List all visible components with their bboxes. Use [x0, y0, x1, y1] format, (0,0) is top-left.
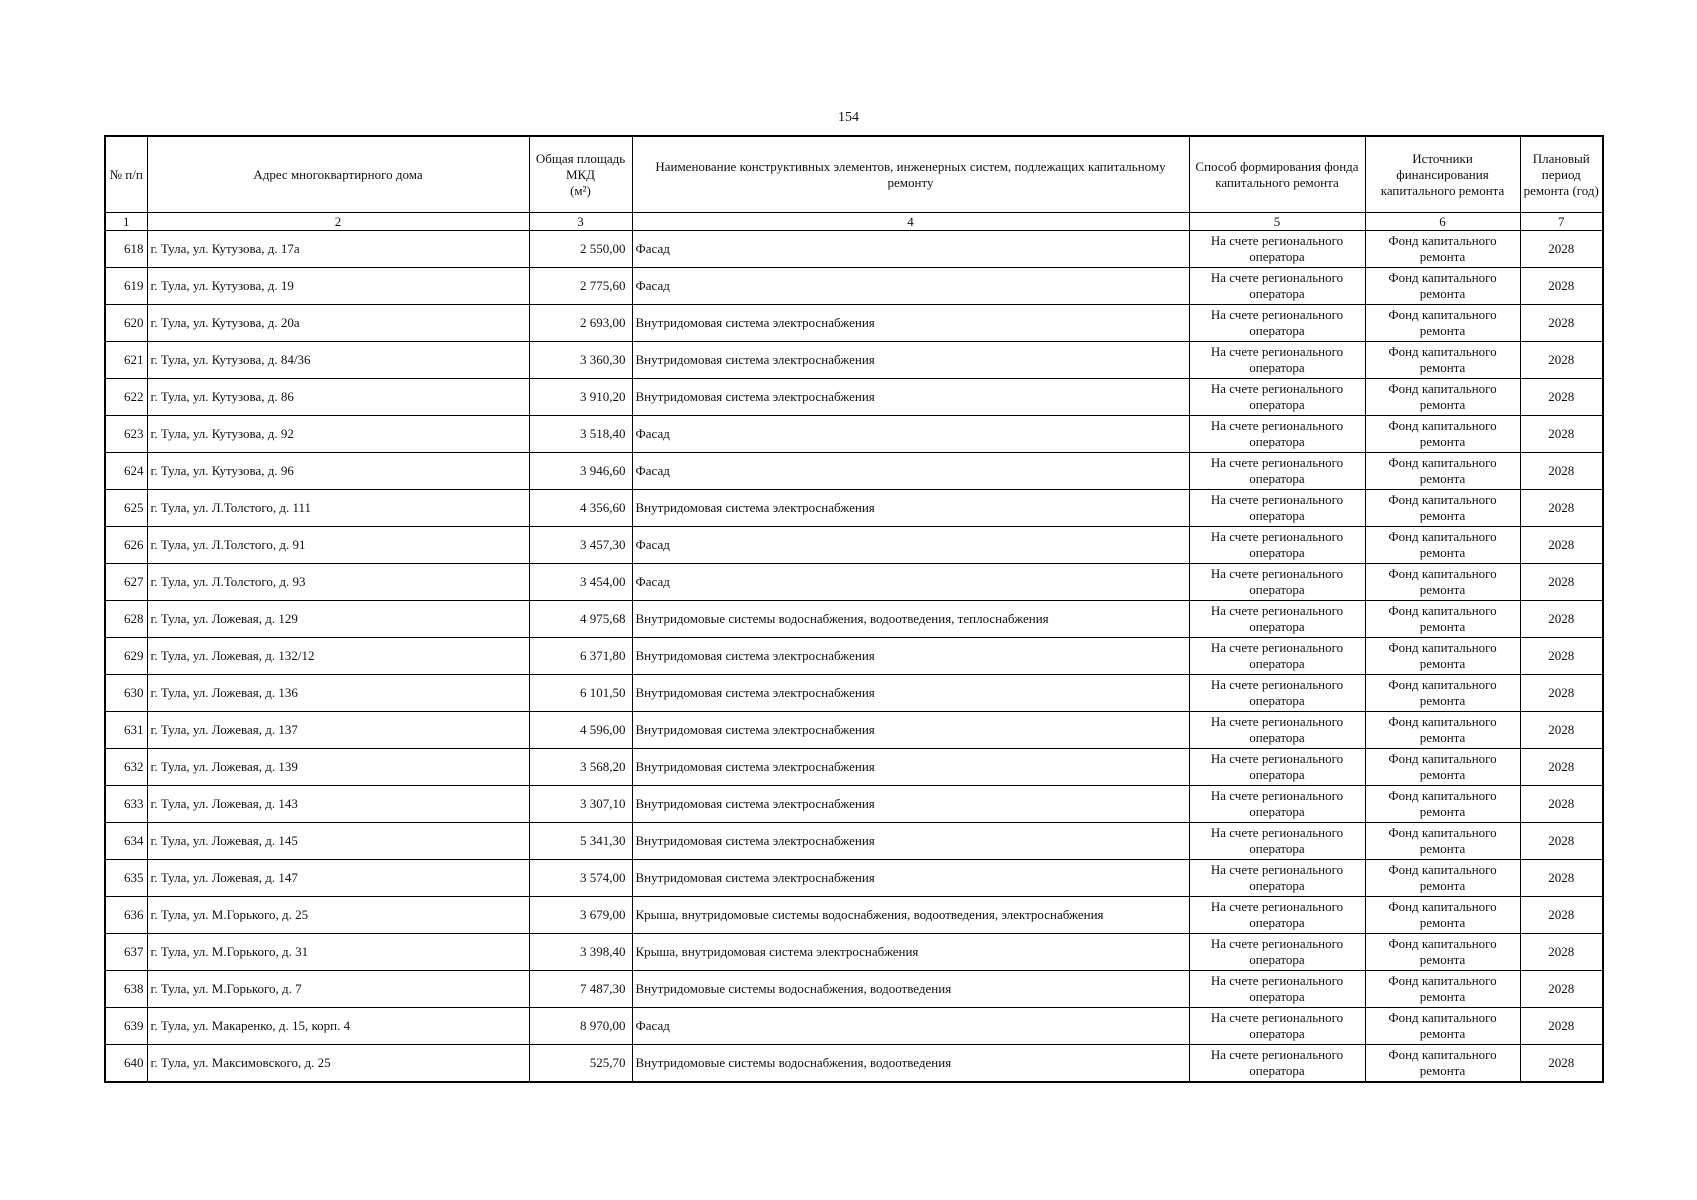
funding-source-cell: Фонд капитального ремонта	[1365, 934, 1520, 971]
funding-method-cell: На счете регионального оператора	[1189, 749, 1365, 786]
table-row	[105, 712, 1603, 749]
planned-year-cell: 2028	[1520, 823, 1603, 860]
funding-method-cell: На счете регионального оператора	[1189, 342, 1365, 379]
area-cell: 3 398,40	[529, 934, 632, 971]
works-cell: Фасад	[632, 527, 1189, 564]
planned-year-cell: 2028	[1520, 268, 1603, 305]
area-cell: 3 307,10	[529, 786, 632, 823]
table-row	[105, 675, 1603, 712]
address-cell: г. Тула, ул. Ложевая, д. 139	[147, 749, 529, 786]
works-cell: Фасад	[632, 453, 1189, 490]
header-source: Источники финансирования капитального ремонта	[1365, 136, 1520, 213]
funding-source-cell: Фонд капитального ремонта	[1365, 823, 1520, 860]
area-cell: 3 679,00	[529, 897, 632, 934]
works-cell: Внутридомовые системы водоснабжения, водоотведения	[632, 971, 1189, 1008]
funding-method-cell: На счете регионального оператора	[1189, 527, 1365, 564]
planned-year-cell: 2028	[1520, 638, 1603, 675]
row-number: 638	[105, 971, 147, 1008]
address-cell: г. Тула, ул. Ложевая, д. 147	[147, 860, 529, 897]
row-number: 636	[105, 897, 147, 934]
works-cell: Фасад	[632, 564, 1189, 601]
funding-source-cell: Фонд капитального ремонта	[1365, 897, 1520, 934]
header-area-unit: (м²)	[570, 182, 591, 198]
funding-method-cell: На счете регионального оператора	[1189, 786, 1365, 823]
planned-year-cell: 2028	[1520, 490, 1603, 527]
works-cell: Фасад	[632, 1008, 1189, 1045]
table-row	[105, 564, 1603, 601]
area-cell: 4 356,60	[529, 490, 632, 527]
funding-source-cell: Фонд капитального ремонта	[1365, 675, 1520, 712]
funding-source-cell: Фонд капитального ремонта	[1365, 786, 1520, 823]
funding-method-cell: На счете регионального оператора	[1189, 712, 1365, 749]
planned-year-cell: 2028	[1520, 749, 1603, 786]
address-cell: г. Тула, ул. Ложевая, д. 145	[147, 823, 529, 860]
address-cell: г. Тула, ул. Л.Толстого, д. 93	[147, 564, 529, 601]
area-cell: 8 970,00	[529, 1008, 632, 1045]
address-cell: г. Тула, ул. Кутузова, д. 20а	[147, 305, 529, 342]
funding-method-cell: На счете регионального оператора	[1189, 971, 1365, 1008]
funding-method-cell: На счете регионального оператора	[1189, 490, 1365, 527]
area-cell: 3 518,40	[529, 416, 632, 453]
funding-method-cell: На счете регионального оператора	[1189, 564, 1365, 601]
works-cell: Внутридомовая система электроснабжения	[632, 860, 1189, 897]
funding-source-cell: Фонд капитального ремонта	[1365, 564, 1520, 601]
row-number: 621	[105, 342, 147, 379]
column-number: 3	[529, 213, 632, 231]
row-number: 625	[105, 490, 147, 527]
table-row	[105, 527, 1603, 564]
funding-method-cell: На счете регионального оператора	[1189, 823, 1365, 860]
works-cell: Внутридомовая система электроснабжения	[632, 823, 1189, 860]
area-cell: 3 910,20	[529, 379, 632, 416]
funding-source-cell: Фонд капитального ремонта	[1365, 749, 1520, 786]
funding-source-cell: Фонд капитального ремонта	[1365, 490, 1520, 527]
funding-method-cell: На счете регионального оператора	[1189, 601, 1365, 638]
address-cell: г. Тула, ул. Л.Толстого, д. 111	[147, 490, 529, 527]
area-cell: 525,70	[529, 1045, 632, 1083]
funding-method-cell: На счете регионального оператора	[1189, 860, 1365, 897]
column-number: 1	[105, 213, 147, 231]
funding-source-cell: Фонд капитального ремонта	[1365, 860, 1520, 897]
row-number: 635	[105, 860, 147, 897]
planned-year-cell: 2028	[1520, 231, 1603, 268]
funding-source-cell: Фонд капитального ремонта	[1365, 601, 1520, 638]
address-cell: г. Тула, ул. Максимовского, д. 25	[147, 1045, 529, 1083]
works-cell: Внутридомовая система электроснабжения	[632, 379, 1189, 416]
area-cell: 6 371,80	[529, 638, 632, 675]
column-number: 2	[147, 213, 529, 231]
planned-year-cell: 2028	[1520, 897, 1603, 934]
table-row	[105, 1008, 1603, 1045]
planned-year-cell: 2028	[1520, 934, 1603, 971]
planned-year-cell: 2028	[1520, 342, 1603, 379]
address-cell: г. Тула, ул. Кутузова, д. 96	[147, 453, 529, 490]
table-row	[105, 305, 1603, 342]
area-cell: 3 454,00	[529, 564, 632, 601]
funding-method-cell: На счете регионального оператора	[1189, 231, 1365, 268]
row-number: 633	[105, 786, 147, 823]
works-cell: Внутридомовая система электроснабжения	[632, 749, 1189, 786]
works-cell: Внутридомовая система электроснабжения	[632, 490, 1189, 527]
address-cell: г. Тула, ул. Кутузова, д. 92	[147, 416, 529, 453]
area-cell: 7 487,30	[529, 971, 632, 1008]
table-row	[105, 823, 1603, 860]
works-cell: Внутридомовая система электроснабжения	[632, 712, 1189, 749]
area-cell: 3 568,20	[529, 749, 632, 786]
address-cell: г. Тула, ул. Ложевая, д. 129	[147, 601, 529, 638]
address-cell: г. Тула, ул. М.Горького, д. 25	[147, 897, 529, 934]
funding-method-cell: На счете регионального оператора	[1189, 379, 1365, 416]
address-cell: г. Тула, ул. Кутузова, д. 84/36	[147, 342, 529, 379]
address-cell: г. Тула, ул. Ложевая, д. 143	[147, 786, 529, 823]
table-row	[105, 1045, 1603, 1083]
table-row	[105, 860, 1603, 897]
address-cell: г. Тула, ул. М.Горького, д. 31	[147, 934, 529, 971]
works-cell: Внутридомовая система электроснабжения	[632, 675, 1189, 712]
table-body	[105, 231, 1603, 1083]
works-cell: Фасад	[632, 416, 1189, 453]
address-cell: г. Тула, ул. Макаренко, д. 15, корп. 4	[147, 1008, 529, 1045]
planned-year-cell: 2028	[1520, 712, 1603, 749]
page-number: 154	[838, 110, 859, 125]
table-row	[105, 268, 1603, 305]
funding-method-cell: На счете регионального оператора	[1189, 453, 1365, 490]
area-cell: 2 693,00	[529, 305, 632, 342]
works-cell: Крыша, внутридомовые системы водоснабжения, водоотведения, электроснабжения	[632, 897, 1189, 934]
planned-year-cell: 2028	[1520, 601, 1603, 638]
funding-source-cell: Фонд капитального ремонта	[1365, 342, 1520, 379]
row-number: 630	[105, 675, 147, 712]
table-row	[105, 453, 1603, 490]
area-cell: 3 360,30	[529, 342, 632, 379]
address-cell: г. Тула, ул. Кутузова, д. 86	[147, 379, 529, 416]
funding-method-cell: На счете регионального оператора	[1189, 416, 1365, 453]
funding-source-cell: Фонд капитального ремонта	[1365, 379, 1520, 416]
area-cell: 3 457,30	[529, 527, 632, 564]
funding-source-cell: Фонд капитального ремонта	[1365, 416, 1520, 453]
planned-year-cell: 2028	[1520, 564, 1603, 601]
header-method: Способ формирования фонда капитального ремонта	[1189, 136, 1365, 213]
funding-source-cell: Фонд капитального ремонта	[1365, 971, 1520, 1008]
funding-method-cell: На счете регионального оператора	[1189, 305, 1365, 342]
table-row	[105, 638, 1603, 675]
area-cell: 3 946,60	[529, 453, 632, 490]
works-cell: Внутридомовая система электроснабжения	[632, 305, 1189, 342]
area-cell: 5 341,30	[529, 823, 632, 860]
column-number: 7	[1520, 213, 1603, 231]
header-area-label: Общая площадь МКД	[535, 150, 626, 182]
planned-year-cell: 2028	[1520, 971, 1603, 1008]
table-row	[105, 601, 1603, 638]
row-number: 624	[105, 453, 147, 490]
funding-source-cell: Фонд капитального ремонта	[1365, 638, 1520, 675]
header-area	[529, 136, 632, 213]
funding-source-cell: Фонд капитального ремонта	[1365, 1045, 1520, 1083]
row-number: 622	[105, 379, 147, 416]
table-row	[105, 786, 1603, 823]
planned-year-cell: 2028	[1520, 860, 1603, 897]
address-cell: г. Тула, ул. Ложевая, д. 137	[147, 712, 529, 749]
funding-method-cell: На счете регионального оператора	[1189, 1008, 1365, 1045]
planned-year-cell: 2028	[1520, 675, 1603, 712]
table-row	[105, 749, 1603, 786]
planned-year-cell: 2028	[1520, 379, 1603, 416]
funding-method-cell: На счете регионального оператора	[1189, 897, 1365, 934]
row-number: 618	[105, 231, 147, 268]
works-cell: Внутридомовая система электроснабжения	[632, 786, 1189, 823]
header-num: № п/п	[105, 136, 147, 213]
funding-source-cell: Фонд капитального ремонта	[1365, 268, 1520, 305]
table-row	[105, 231, 1603, 268]
header-row	[105, 136, 1603, 213]
works-cell: Внутридомовые системы водоснабжения, водоотведения	[632, 1045, 1189, 1083]
row-number: 623	[105, 416, 147, 453]
funding-method-cell: На счете регионального оператора	[1189, 268, 1365, 305]
row-number: 626	[105, 527, 147, 564]
planned-year-cell: 2028	[1520, 416, 1603, 453]
table-row	[105, 971, 1603, 1008]
row-number: 619	[105, 268, 147, 305]
row-number: 637	[105, 934, 147, 971]
planned-year-cell: 2028	[1520, 1008, 1603, 1045]
table-row	[105, 416, 1603, 453]
planned-year-cell: 2028	[1520, 453, 1603, 490]
area-cell: 3 574,00	[529, 860, 632, 897]
address-cell: г. Тула, ул. М.Горького, д. 7	[147, 971, 529, 1008]
row-number: 640	[105, 1045, 147, 1083]
funding-method-cell: На счете регионального оператора	[1189, 675, 1365, 712]
row-number: 620	[105, 305, 147, 342]
works-cell: Крыша, внутридомовая система электроснабжения	[632, 934, 1189, 971]
funding-source-cell: Фонд капитального ремонта	[1365, 453, 1520, 490]
works-cell: Внутридомовая система электроснабжения	[632, 638, 1189, 675]
funding-source-cell: Фонд капитального ремонта	[1365, 527, 1520, 564]
works-cell: Внутридомовые системы водоснабжения, водоотведения, теплоснабжения	[632, 601, 1189, 638]
area-cell: 2 775,60	[529, 268, 632, 305]
column-number-row	[105, 213, 1603, 231]
address-cell: г. Тула, ул. Кутузова, д. 19	[147, 268, 529, 305]
works-cell: Фасад	[632, 268, 1189, 305]
planned-year-cell: 2028	[1520, 305, 1603, 342]
funding-source-cell: Фонд капитального ремонта	[1365, 1008, 1520, 1045]
header-address: Адрес многоквартирного дома	[147, 136, 529, 213]
planned-year-cell: 2028	[1520, 1045, 1603, 1083]
funding-method-cell: На счете регионального оператора	[1189, 1045, 1365, 1083]
planned-year-cell: 2028	[1520, 786, 1603, 823]
table-row	[105, 342, 1603, 379]
column-number: 5	[1189, 213, 1365, 231]
row-number: 639	[105, 1008, 147, 1045]
funding-source-cell: Фонд капитального ремонта	[1365, 231, 1520, 268]
area-cell: 2 550,00	[529, 231, 632, 268]
works-cell: Внутридомовая система электроснабжения	[632, 342, 1189, 379]
address-cell: г. Тула, ул. Кутузова, д. 17а	[147, 231, 529, 268]
area-cell: 4 596,00	[529, 712, 632, 749]
capital-repair-table	[104, 135, 1604, 1083]
row-number: 629	[105, 638, 147, 675]
works-cell: Фасад	[632, 231, 1189, 268]
table-row	[105, 490, 1603, 527]
header-period: Плановый период ремонта (год)	[1520, 136, 1603, 213]
planned-year-cell: 2028	[1520, 527, 1603, 564]
address-cell: г. Тула, ул. Ложевая, д. 132/12	[147, 638, 529, 675]
column-number: 6	[1365, 213, 1520, 231]
address-cell: г. Тула, ул. Ложевая, д. 136	[147, 675, 529, 712]
column-number: 4	[632, 213, 1189, 231]
address-cell: г. Тула, ул. Л.Толстого, д. 91	[147, 527, 529, 564]
row-number: 627	[105, 564, 147, 601]
header-works: Наименование конструктивных элементов, инженерных систем, подлежащих капитальному ремонту	[632, 136, 1189, 213]
area-cell: 4 975,68	[529, 601, 632, 638]
funding-method-cell: На счете регионального оператора	[1189, 638, 1365, 675]
funding-source-cell: Фонд капитального ремонта	[1365, 712, 1520, 749]
funding-method-cell: На счете регионального оператора	[1189, 934, 1365, 971]
row-number: 632	[105, 749, 147, 786]
table-row	[105, 379, 1603, 416]
table-row	[105, 897, 1603, 934]
table-row	[105, 934, 1603, 971]
area-cell: 6 101,50	[529, 675, 632, 712]
row-number: 631	[105, 712, 147, 749]
row-number: 628	[105, 601, 147, 638]
funding-source-cell: Фонд капитального ремонта	[1365, 305, 1520, 342]
row-number: 634	[105, 823, 147, 860]
